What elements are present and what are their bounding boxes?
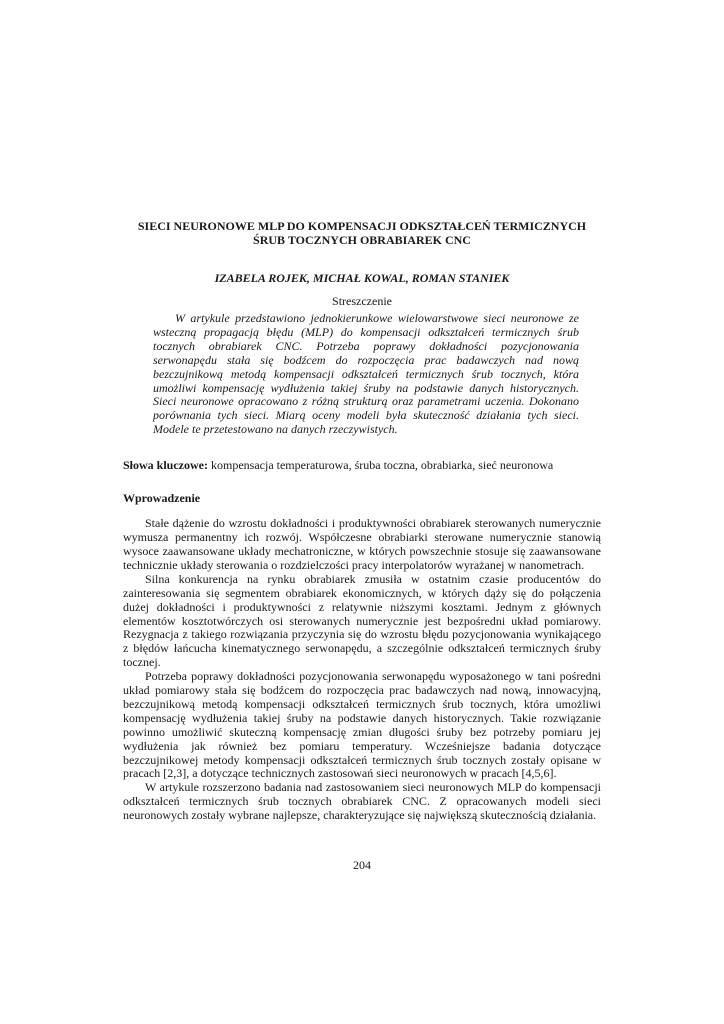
keywords-text: kompensacja temperaturowa, śruba toczna, obrabiarka, sieć neuronowa — [208, 458, 554, 473]
paragraph-4: W artykule rozszerzono badania nad zastosowaniem sieci neuronowych MLP do kompensacji odkształceń termicznych śrub tocznych obrabiarek CNC. Z opracowanych modeli sieci neuronowych zostały wybrane najlepsze, charakteryzujące się największą skutecznością działania. — [123, 780, 601, 823]
paragraph-1: Stałe dążenie do wzrostu dokładności i produktywności obrabiarek sterowanych numerycznie wymusza permanentny ich rozwój. Współczesne obrabiarki sterowane numerycznie stanowią wysoce zaawansowane układy mechatroniczne, w których powszechnie stosuje się zaawansowane technicznie układy sterowania o rozdzielczości pracy interpolatorów wyrażanej w nanometrach. — [123, 516, 601, 572]
keywords — [123, 458, 601, 472]
article-title — [123, 219, 601, 247]
authors: IZABELA ROJEK, MICHAŁ KOWAL, ROMAN STANIEK — [214, 271, 510, 285]
paragraph-2: Silna konkurencja na rynku obrabiarek zmusiła w ostatnim czasie producentów do zainteresowania się segmentem obrabiarek ekonomicznych, w których dąży się do połączenia dużej dokładności i produktywności z relatywnie niższymi kosztami. Jednym z głównych elementów kosztotwórczych osi sterowanych numerycznie jest bezpośredni układ pomiarowy. Rezygnacja z takiego rozwiązania przyczynia się do wzrostu błędu pozycjonowania wynikającego z błędów łańcucha kinematycznego serwonapędu, a szczególnie odkształceń termicznych śruby tocznej. — [123, 571, 601, 670]
abstract-text: W artykule przedstawiono jednokierunkowe wielowarstwowe sieci neuronowe ze wsteczną propagacją błędu (MLP) do kompensacji odkształceń termicznych śrub tocznych obrabiarek CNC. Potrzeba poprawy dokładności pozycjonowania serwonapędu stała się bodźcem do rozpoczęcia prac badawczych nad nową bezczujnikową metodą kompensacji odkształceń termicznych śrub tocznych, która umożliwi kompensację wydłużenia takiej śruby na podstawie danych historycznych. Sieci neuronowe opracowano z różną strukturą oraz parametrami uczenia. Dokonano porównania tych sieci. Miarą oceny modeli była skuteczność działania tych sieci. Modele te przetestowano na danych rzeczywistych. — [153, 311, 579, 437]
abstract-heading: Streszczenie — [332, 294, 392, 308]
title-line-2: ŚRUB TOCZNYCH OBRABIAREK CNC — [253, 233, 471, 247]
article-content — [123, 219, 601, 823]
section-heading: Wprowadzenie — [123, 491, 201, 506]
title-line-1: SIECI NEURONOWE MLP DO KOMPENSACJI ODKSZTAŁCEŃ TERMICZNYCH — [137, 219, 587, 233]
page-number: 204 — [353, 858, 371, 872]
keywords-label: Słowa kluczowe: — [123, 458, 208, 473]
paragraph-3: Potrzeba poprawy dokładności pozycjonowania serwonapędu wyposażonego w tani pośredni układ pomiarowy stała się bodźcem do rozpoczęcia prac badawczych nad nową, innowacyjną, bezczujnikową metodą kompensacji odkształceń termicznych śrub tocznych, która umożliwi kompensację wydłużenia takiej śruby na podstawie danych historycznych. Takie rozwiązanie powinno umożliwić skuteczną kompensację zmian długości śruby bez potrzeby pomiaru jej wydłużenia jak również bez pomiaru temperatury. Wcześniejsze badania dotyczące bezczujnikowej metody kompensacji odkształceń termicznych śrub tocznych zostały opisane w pracach [2,3], a dotyczące technicznych zastosowań sieci neuronowych w pracach [4,5,6]. — [123, 669, 601, 781]
